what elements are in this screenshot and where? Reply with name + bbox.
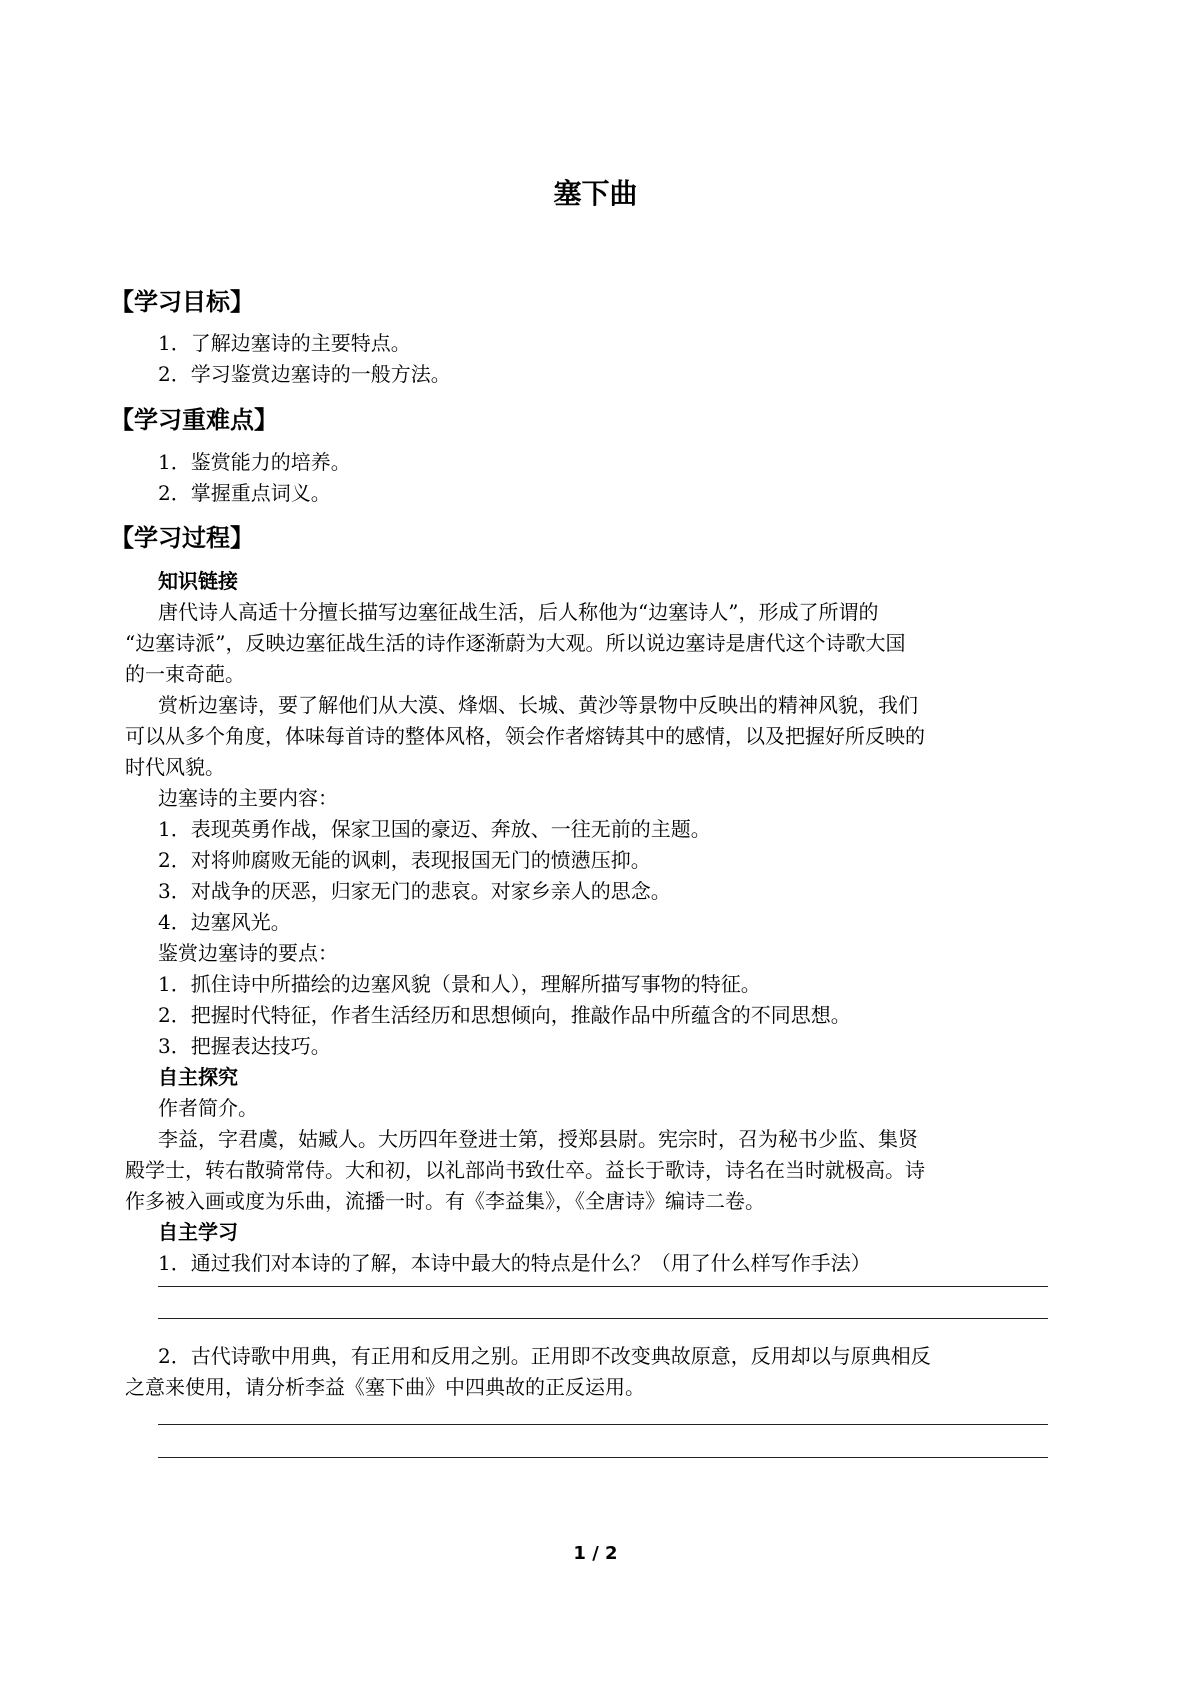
subheading-inquiry: 自主探究 bbox=[158, 1065, 238, 1089]
page-number: 1 / 2 bbox=[573, 1543, 618, 1564]
question-1: 1．通过我们对本诗的了解，本诗中最大的特点是什么？（用了什么样写作手法） bbox=[158, 1251, 871, 1275]
goal-item-2: 2．学习鉴赏边塞诗的一般方法。 bbox=[158, 362, 451, 386]
section-heading-process: 【学习过程】 bbox=[110, 524, 254, 552]
content-label: 边塞诗的主要内容： bbox=[158, 786, 338, 810]
author-bio-line-3: 作多被入画或度为乐曲，流播一时。有《李益集》，《全唐诗》编诗二卷。 bbox=[125, 1189, 765, 1213]
answer-line-1[interactable] bbox=[158, 1286, 1048, 1287]
answer-line-3[interactable] bbox=[158, 1424, 1048, 1425]
keypoint-item-2: 2．掌握重点词义。 bbox=[158, 481, 331, 505]
page-title: 塞下曲 bbox=[553, 177, 638, 210]
appreciate-label: 鉴赏边塞诗的要点： bbox=[158, 941, 338, 965]
subheading-self-study: 自主学习 bbox=[158, 1220, 238, 1244]
knowledge-paragraph-2-line-3: 时代风貌。 bbox=[125, 755, 225, 779]
appreciate-item-2: 2．把握时代特征，作者生活经历和思想倾向，推敲作品中所蕴含的不同思想。 bbox=[158, 1003, 851, 1027]
appreciate-item-1: 1．抓住诗中所描绘的边塞风貌（景和人），理解所描写事物的特征。 bbox=[158, 972, 761, 996]
answer-line-2[interactable] bbox=[158, 1318, 1048, 1319]
question-2-line-1: 2．古代诗歌中用典，有正用和反用之别。正用即不改变典故原意，反用却以与原典相反 bbox=[158, 1344, 931, 1368]
content-item-4: 4．边塞风光。 bbox=[158, 910, 291, 934]
goal-item-1: 1．了解边塞诗的主要特点。 bbox=[158, 331, 411, 355]
keypoint-item-1: 1．鉴赏能力的培养。 bbox=[158, 450, 351, 474]
content-item-2: 2．对将帅腐败无能的讽刺，表现报国无门的愤懑压抑。 bbox=[158, 848, 651, 872]
author-intro-label: 作者简介。 bbox=[158, 1096, 258, 1120]
section-heading-keypoints: 【学习重难点】 bbox=[110, 406, 278, 434]
knowledge-paragraph-1-line-3: 的一束奇葩。 bbox=[125, 662, 245, 686]
knowledge-paragraph-2-line-1: 赏析边塞诗，要了解他们从大漠、烽烟、长城、黄沙等景物中反映出的精神风貌，我们 bbox=[158, 693, 918, 717]
section-heading-goals: 【学习目标】 bbox=[110, 288, 254, 316]
knowledge-paragraph-2-line-2: 可以从多个角度，体味每首诗的整体风格，领会作者熔铸其中的感情，以及把握好所反映的 bbox=[125, 724, 925, 748]
content-item-3: 3．对战争的厌恶，归家无门的悲哀。对家乡亲人的思念。 bbox=[158, 879, 671, 903]
author-bio-line-2: 殿学士，转右散骑常侍。大和初，以礼部尚书致仕卒。益长于歌诗，诗名在当时就极高。诗 bbox=[125, 1158, 925, 1182]
answer-line-4[interactable] bbox=[158, 1457, 1048, 1458]
question-2-line-2: 之意来使用，请分析李益《塞下曲》中四典故的正反运用。 bbox=[125, 1375, 645, 1399]
knowledge-paragraph-1-line-1: 唐代诗人高适十分擅长描写边塞征战生活，后人称他为“边塞诗人”，形成了所谓的 bbox=[158, 600, 879, 624]
appreciate-item-3: 3．把握表达技巧。 bbox=[158, 1034, 331, 1058]
subheading-knowledge-link: 知识链接 bbox=[158, 569, 238, 593]
knowledge-paragraph-1-line-2: “边塞诗派”，反映边塞征战生活的诗作逐渐蔚为大观。所以说边塞诗是唐代这个诗歌大国 bbox=[125, 631, 906, 655]
content-item-1: 1．表现英勇作战，保家卫国的豪迈、奔放、一往无前的主题。 bbox=[158, 817, 711, 841]
author-bio-line-1: 李益，字君虞，姑臧人。大历四年登进士第，授郑县尉。宪宗时，召为秘书少监、集贤 bbox=[158, 1127, 918, 1151]
